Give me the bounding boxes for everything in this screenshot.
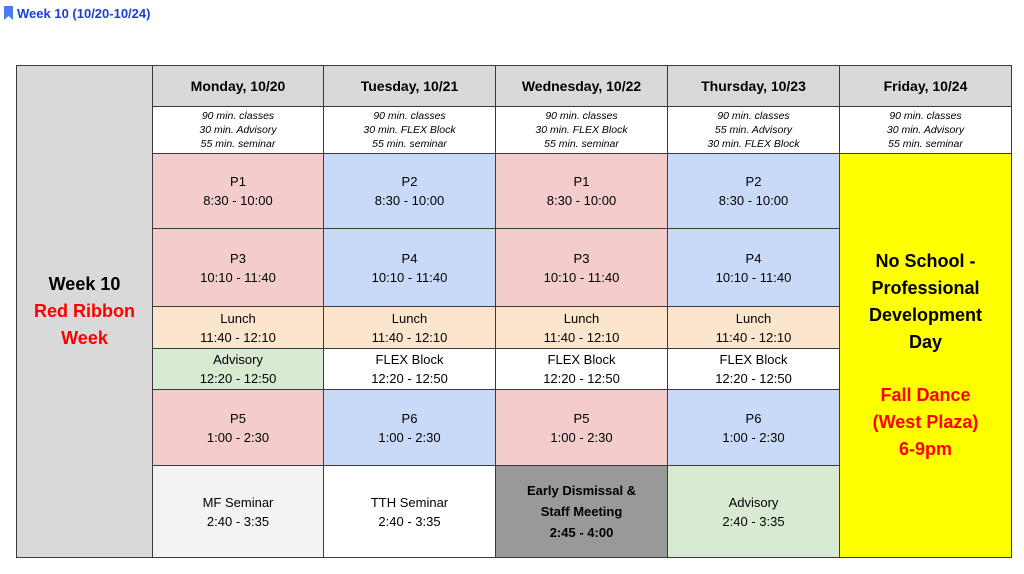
period-name: Staff Meeting — [540, 504, 623, 519]
day-header-wednesday: Wednesday, 10/22 — [496, 66, 668, 107]
note-line: 30 min. FLEX Block — [363, 124, 456, 136]
friday-event: (West Plaza) — [872, 412, 979, 432]
note-line: 90 min. classes — [889, 110, 962, 122]
period-cell — [668, 229, 840, 307]
period-cell — [668, 390, 840, 466]
period-name: Advisory — [728, 494, 779, 510]
note-line: 30 min. Advisory — [886, 124, 965, 136]
period-time: 10:10 - 11:40 — [715, 269, 792, 285]
period-time: 2:40 - 3:35 — [722, 513, 785, 529]
period-name: TTH Seminar — [370, 494, 449, 510]
note-line: 90 min. classes — [201, 110, 275, 122]
period-time: 1:00 - 2:30 — [378, 429, 441, 445]
note-line: 90 min. classes — [717, 110, 790, 122]
note-line: 30 min. FLEX Block — [707, 138, 800, 150]
flex-cell — [496, 349, 668, 390]
lunch-cell — [324, 307, 496, 349]
day-notes — [668, 107, 840, 154]
doc-header — [4, 4, 150, 22]
period-time: 11:40 - 12:10 — [200, 329, 276, 345]
period-time: 10:10 - 11:40 — [200, 269, 276, 285]
day-header-tuesday: Tuesday, 10/21 — [324, 66, 496, 107]
period-name: Lunch — [391, 310, 428, 326]
doc-title[interactable]: Week 10 (10/20-10/24) — [17, 5, 151, 21]
day-header-thursday: Thursday, 10/23 — [668, 66, 840, 107]
period-name: P1 — [230, 174, 246, 189]
period-time: 12:20 - 12:50 — [371, 371, 448, 386]
flex-cell — [324, 349, 496, 390]
period-name: P4 — [745, 250, 762, 266]
friday-event: 6-9pm — [898, 439, 952, 459]
lunch-cell — [668, 307, 840, 349]
period-name: FLEX Block — [719, 352, 788, 367]
note-line: 90 min. classes — [545, 110, 618, 122]
period-time: 1:00 - 2:30 — [550, 429, 613, 445]
week-theme-line1: Red Ribbon — [34, 301, 135, 321]
seminar-cell — [324, 466, 496, 558]
period-time: 1:00 - 2:30 — [206, 429, 270, 445]
period-cell — [496, 390, 668, 466]
period-time: 11:40 - 12:10 — [543, 329, 620, 345]
period-name: P5 — [573, 410, 590, 426]
period-cell — [153, 390, 324, 466]
week-label: Week 10 — [48, 274, 121, 294]
period-name: FLEX Block — [375, 352, 444, 367]
period-cell — [668, 154, 840, 229]
period-cell — [324, 390, 496, 466]
period-time: 11:40 - 12:10 — [371, 329, 448, 345]
period-time: 8:30 - 10:00 — [374, 193, 445, 208]
period-cell — [153, 154, 324, 229]
period-name: MF Seminar — [202, 494, 274, 510]
note-line: 55 min. seminar — [544, 138, 619, 150]
note-line: 55 min. seminar — [200, 138, 276, 150]
note-line: 55 min. seminar — [372, 138, 447, 150]
period-time: 2:45 - 4:00 — [549, 525, 614, 540]
period-name: FLEX Block — [547, 352, 616, 367]
period-time: 12:20 - 12:50 — [543, 371, 620, 386]
period-cell — [496, 154, 668, 229]
period-time: 8:30 - 10:00 — [203, 193, 273, 208]
day-notes — [496, 107, 668, 154]
day-notes — [840, 107, 1012, 154]
advisory-cell — [668, 466, 840, 558]
note-line: 55 min. Advisory — [714, 124, 793, 136]
period-name: P6 — [401, 410, 418, 426]
friday-line: Day — [908, 332, 943, 352]
week-theme-line2: Week — [61, 328, 108, 348]
period-name: P1 — [573, 174, 590, 189]
period-name: P3 — [573, 250, 590, 266]
lunch-cell — [496, 307, 668, 349]
period-time: 10:10 - 11:40 — [371, 269, 448, 285]
period-name: Lunch — [220, 310, 256, 326]
lunch-cell — [153, 307, 324, 349]
friday-line: No School - — [875, 251, 976, 271]
period-name: P2 — [745, 174, 762, 189]
friday-no-school-cell — [840, 154, 1012, 558]
period-time: 2:40 - 3:35 — [206, 513, 270, 529]
period-time: 8:30 - 10:00 — [546, 193, 617, 208]
period-time: 12:20 - 12:50 — [199, 371, 277, 386]
period-time: 12:20 - 12:50 — [715, 371, 792, 386]
day-header-monday: Monday, 10/20 — [153, 66, 324, 107]
period-name: Lunch — [735, 310, 772, 326]
period-time: 8:30 - 10:00 — [718, 193, 789, 208]
period-name: Advisory — [213, 352, 263, 367]
day-header-friday: Friday, 10/24 — [840, 66, 1012, 107]
day-notes — [324, 107, 496, 154]
flex-cell — [668, 349, 840, 390]
friday-event: Fall Dance — [880, 385, 971, 405]
period-cell — [153, 229, 324, 307]
period-cell — [496, 229, 668, 307]
bookmark-icon[interactable] — [4, 6, 13, 20]
friday-line: Professional — [871, 278, 980, 298]
note-line: 30 min. Advisory — [199, 124, 277, 136]
period-name: P2 — [401, 174, 418, 189]
period-time: 1:00 - 2:30 — [722, 429, 785, 445]
week-cell — [17, 66, 153, 558]
advisory-cell — [153, 349, 324, 390]
period-time: 10:10 - 11:40 — [543, 269, 620, 285]
note-line: 55 min. seminar — [888, 138, 963, 150]
early-dismissal-cell — [496, 466, 668, 558]
period-cell — [324, 154, 496, 229]
friday-line: Development — [868, 305, 983, 325]
period-time: 11:40 - 12:10 — [715, 329, 792, 345]
period-name: P3 — [230, 250, 246, 266]
period-cell — [324, 229, 496, 307]
period-time: 2:40 - 3:35 — [378, 513, 441, 529]
period-name: P5 — [230, 410, 246, 426]
period-name: P6 — [745, 410, 762, 426]
period-name: P4 — [401, 250, 418, 266]
schedule-table — [16, 65, 1012, 558]
note-line: 30 min. FLEX Block — [535, 124, 628, 136]
day-notes — [153, 107, 324, 154]
note-line: 90 min. classes — [373, 110, 446, 122]
period-name: Early Dismissal & — [526, 483, 637, 498]
seminar-cell — [153, 466, 324, 558]
period-name: Lunch — [563, 310, 600, 326]
